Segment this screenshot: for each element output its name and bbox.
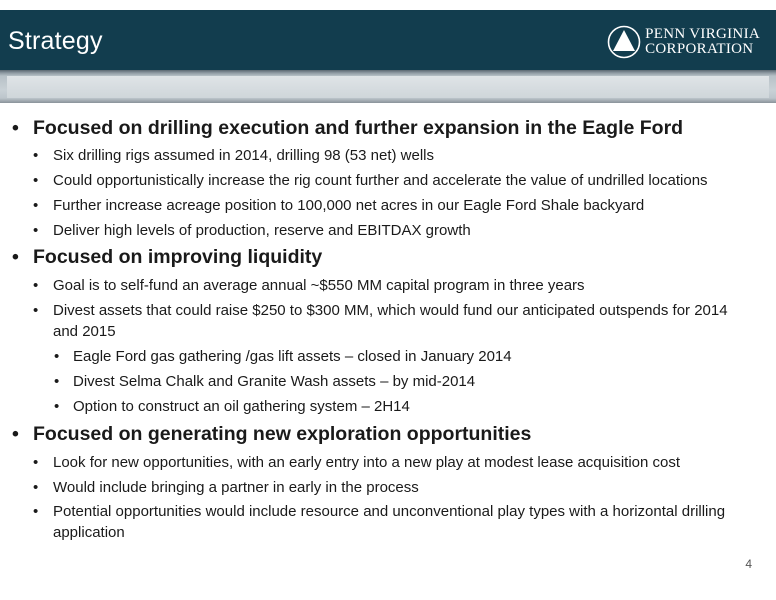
decorative-band-inner: [7, 76, 769, 98]
list-item: • Would include bringing a partner in early in the process: [33, 479, 419, 496]
section-heading-text: Focused on improving liquidity: [33, 246, 323, 268]
list-item: • Goal is to self-fund an average annual ~$550 MM capital program in three years: [33, 277, 585, 294]
list-item: • Divest assets that could raise $250 to $300 MM, which would fund our anticipated outspends for 2014 and 2015: [33, 302, 728, 340]
company-logo: [607, 24, 760, 60]
slide-header: [0, 10, 776, 70]
logo-wordmark: [645, 27, 760, 57]
triangle-logo-icon: [607, 25, 641, 59]
section-heading-text: Focused on generating new exploration opportunities: [33, 423, 532, 445]
list-item: • Could opportunistically increase the rig count further and accelerate the value of undrilled locations: [33, 172, 708, 189]
bullet-dot: •: [12, 423, 19, 445]
section-heading-liquidity: [12, 246, 323, 269]
sub-list-item: • Option to construct an oil gathering system – 2H14: [54, 398, 410, 415]
slide-title: Strategy: [8, 27, 103, 55]
list-item: • Potential opportunities would include resource and unconventional play types with a horizontal drilling application: [33, 503, 726, 541]
logo-line-1: PENN VIRGINIA: [645, 26, 760, 42]
list-item: • Further increase acreage position to 100,000 net acres in our Eagle Ford Shale backyard: [33, 197, 645, 214]
list-item: • Deliver high levels of production, reserve and EBITDAX growth: [33, 222, 471, 239]
section-heading-eagle-ford: [12, 117, 684, 140]
bullet-dot: •: [12, 117, 19, 139]
list-item: • Look for new opportunities, with an early entry into a new play at modest lease acquisition cost: [33, 454, 681, 471]
section-heading-exploration: [12, 423, 532, 446]
sub-list-item: • Eagle Ford gas gathering /gas lift assets – closed in January 2014: [54, 348, 512, 365]
section-heading-text: Focused on drilling execution and further expansion in the Eagle Ford: [33, 117, 684, 139]
bullet-dot: •: [12, 246, 19, 268]
list-item: • Six drilling rigs assumed in 2014, drilling 98 (53 net) wells: [33, 147, 435, 164]
logo-line-2: CORPORATION: [645, 41, 754, 57]
page-number: 4: [745, 557, 752, 571]
sub-list-item: • Divest Selma Chalk and Granite Wash assets – by mid-2014: [54, 373, 476, 390]
